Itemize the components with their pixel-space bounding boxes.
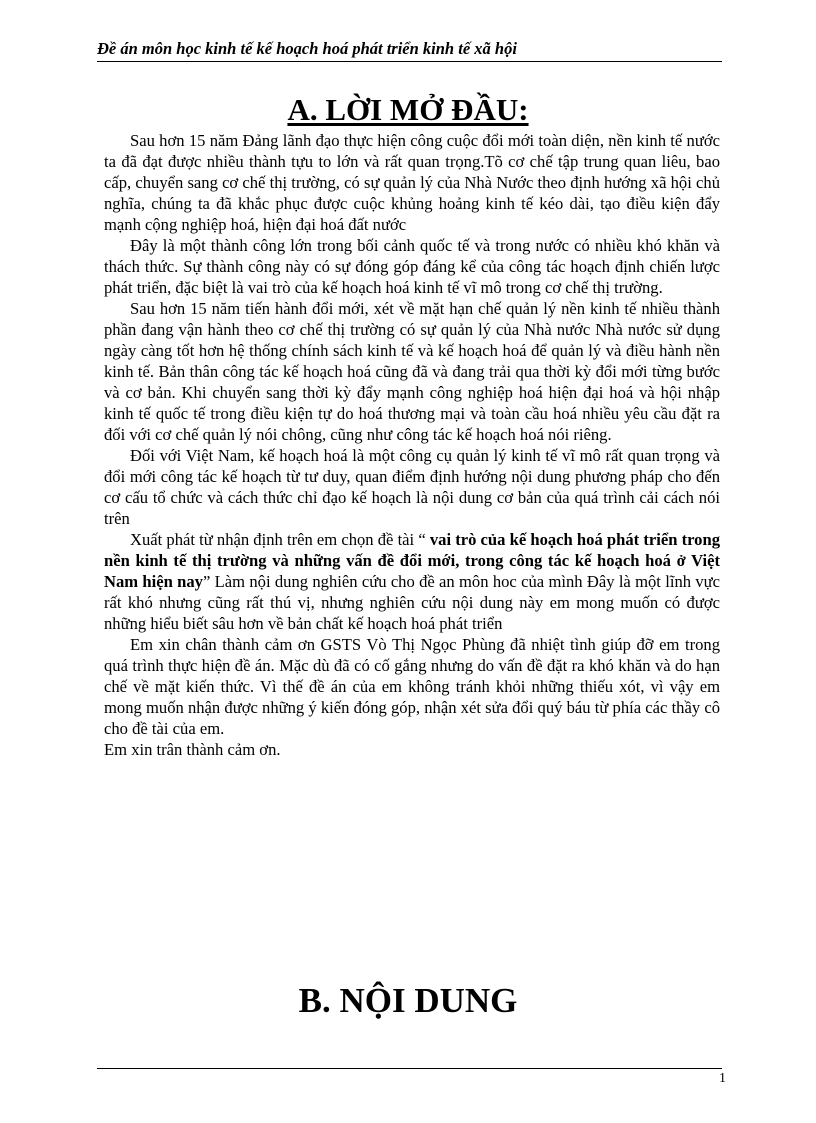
section-b-title: B. NỘI DUNG bbox=[298, 981, 518, 1020]
paragraph-4: Đối với Việt Nam, kế hoạch hoá là một công cụ quản lý kinh tế vĩ mô rất quan trọng và đổi mới công tác kế hoạch từ tư duy, quan điểm định hướng nội dung phương pháp cho đến cơ cấu tổ chức và cách thức chỉ đạo kế hoạch là nội dung cơ bản của quá trình cải cách nói trên bbox=[104, 446, 720, 528]
document-body bbox=[104, 130, 720, 760]
paragraph-1: Sau hơn 15 năm Đảng lãnh đạo thực hiện công cuộc đổi mới toàn diện, nền kinh tế nước ta đã đạt được nhiều thành tựu to lớn và rất quan trọng.Tõ cơ chế tập trung quan liêu, bao cấp, chuyển sang cơ chế thị trường, có sự quản lý của Nhà Nước theo định hướng xã hội chủ nghĩa, chúng ta đã khắc phục được cuộc khủng hoảng kinh tế kéo dài, tạo điều kiện đẩy mạnh cộng nghiệp hoá, hiện đại hoá đất nước bbox=[104, 131, 720, 234]
paragraph-6: Em xin chân thành cảm ơn GSTS Vò Thị Ngọc Phùng đã nhiệt tình giúp đỡ em trong quá trình thực hiện đề án. Mặc dù đã có cố gắng nhưng do vấn đề đặt ra khó khăn và do hạn chế về mặt kiến thức. Vì thế đề án của em không tránh khỏi những thiếu xót, vì vậy em mong muốn nhận được những ý kiến đóng góp, nhận xét sửa đổi quý báu từ phía các thầy cô cho đề tài của em. bbox=[104, 635, 720, 738]
header-rule bbox=[97, 61, 722, 62]
paragraph-3: Sau hơn 15 năm tiến hành đổi mới, xét về mặt hạn chế quản lý nền kinh tế nhiều thành phần đang vận hành theo cơ chế thị trường có sự quản lý của Nhà nước Nhà nước sử dụng ngày càng tốt hơn hệ thống chính sách kinh tế và kế hoạch hoá để quản lý và điều hành nền kinh tế. Bản thân công tác kế hoạch hoá cũng đã và đang trải qua thời kỳ đổi mới từng bước và cơ bản. Khi chuyển sang thời kỳ đẩy mạnh công nghiệp hoá hiện đại hoá và hội nhập kinh tế quốc tế trong điều kiện tự do hoá thương mại và toàn cầu hoá nhiều yêu cầu đặt ra đối với cơ chế quản lý nói chông, cũng như công tác kế hoạch hoá nói riêng. bbox=[104, 299, 720, 444]
closing-thanks: Em xin trân thành cảm ơn. bbox=[104, 740, 281, 759]
paragraph-2: Đây là một thành công lớn trong bối cảnh quốc tế và trong nước có nhiều khó khăn và thách thức. Sự thành công này có sự đóng góp đáng kể của công tác hoạch định chiến lược phát triển, đặc biệt là vai trò của kế hoạch hoá kinh tế vĩ mô trong cơ chế thị trường. bbox=[104, 236, 720, 297]
paragraph-5 bbox=[104, 529, 720, 634]
running-header: Đề án môn học kinh tế kế hoạch hoá phát triển kinh tế xã hội bbox=[97, 39, 517, 58]
section-a-title: A. LỜI MỞ ĐẦU: bbox=[287, 92, 529, 127]
section-a-heading bbox=[0, 92, 816, 128]
page-number: 1 bbox=[719, 1071, 726, 1086]
thesis-topic: vai trò của kế hoạch hoá phát triển trong nền kinh tế thị trường và những vấn đề đổi mới, trong công tác kế hoạch hoá ở Việt Nam hiện nay bbox=[104, 530, 720, 591]
paragraph-5-intro: Xuất phát từ nhận định trên em chọn đề tài “ bbox=[130, 530, 430, 549]
footer-rule bbox=[97, 1068, 722, 1069]
paragraph-5-rest: ” Làm nội dung nghiên cứu cho đề an môn hoc của mình Đây là một lĩnh vực rất khó nhưng cũng rất thú vị, nhưng nghiên cứu nội dung này em mong muốn có được những hiểu biết sâu hơn về bản chất kế hoạch hoá phát triển bbox=[104, 572, 721, 633]
